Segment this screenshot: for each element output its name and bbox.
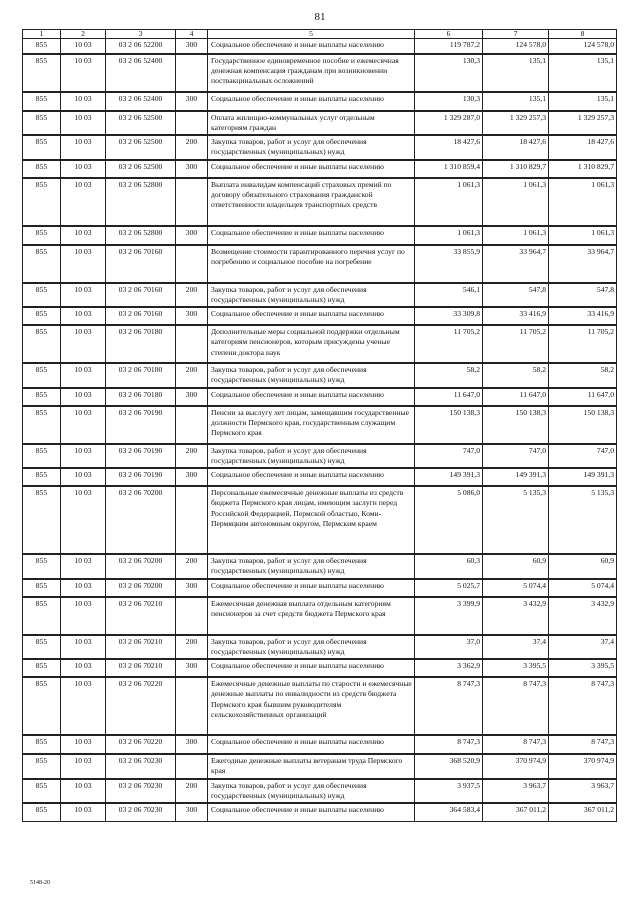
cell-amount-2022: 135,1	[483, 92, 549, 111]
cell-amount-2023: 8 747,3	[549, 735, 617, 754]
table-row	[23, 363, 617, 388]
cell-expense-type-code	[176, 486, 208, 554]
cell-amount-2021: 3 362,9	[415, 659, 483, 677]
table-row	[23, 635, 617, 660]
column-header-1: 1	[23, 30, 61, 39]
table-row	[23, 754, 617, 779]
table-row	[23, 388, 617, 406]
cell-amount-2021: 33 309,8	[415, 307, 483, 325]
table-row	[23, 92, 617, 111]
cell-amount-2023: 3 432,9	[549, 597, 617, 635]
cell-target-article-code: 03 2 06 52800	[106, 226, 176, 245]
table-row	[23, 406, 617, 444]
cell-expense-type-code: 200	[176, 283, 208, 308]
cell-amount-2022: 149 391,3	[483, 468, 549, 486]
cell-section-code: 10 03	[61, 579, 106, 597]
cell-grbs-code: 855	[23, 283, 61, 308]
cell-expense-type-code: 300	[176, 226, 208, 245]
cell-description: Выплата инвалидам компенсаций страховых премий по договору обязательного страхования гражданской ответственности владельцев транспортных средств	[208, 178, 415, 226]
cell-description: Закупка товаров, работ и услуг для обеспечения государственных (муниципальных) нужд	[208, 779, 415, 804]
cell-section-code: 10 03	[61, 325, 106, 363]
cell-section-code: 10 03	[61, 677, 106, 735]
column-header-8: 8	[549, 30, 617, 39]
cell-target-article-code: 03 2 06 70190	[106, 468, 176, 486]
cell-expense-type-code: 300	[176, 160, 208, 178]
table-row	[23, 245, 617, 283]
cell-grbs-code: 855	[23, 754, 61, 779]
cell-expense-type-code	[176, 754, 208, 779]
cell-section-code: 10 03	[61, 135, 106, 160]
cell-amount-2021: 119 787,2	[415, 39, 483, 54]
cell-target-article-code: 03 2 06 52400	[106, 54, 176, 92]
cell-expense-type-code: 300	[176, 92, 208, 111]
cell-target-article-code: 03 2 06 70160	[106, 283, 176, 308]
cell-target-article-code: 03 2 06 70160	[106, 307, 176, 325]
cell-amount-2023: 3 963,7	[549, 779, 617, 804]
cell-amount-2023: 8 747,3	[549, 677, 617, 735]
column-header-2: 2	[61, 30, 106, 39]
cell-amount-2022: 3 432,9	[483, 597, 549, 635]
cell-target-article-code: 03 2 06 70220	[106, 735, 176, 754]
cell-section-code: 10 03	[61, 597, 106, 635]
cell-amount-2022: 367 011,2	[483, 803, 549, 821]
cell-section-code: 10 03	[61, 659, 106, 677]
cell-expense-type-code	[176, 245, 208, 283]
cell-section-code: 10 03	[61, 283, 106, 308]
table-body	[23, 39, 617, 822]
cell-section-code: 10 03	[61, 92, 106, 111]
cell-target-article-code: 03 2 06 70230	[106, 754, 176, 779]
cell-target-article-code: 03 2 06 70180	[106, 363, 176, 388]
cell-expense-type-code: 300	[176, 468, 208, 486]
cell-grbs-code: 855	[23, 468, 61, 486]
cell-amount-2022: 1 329 257,3	[483, 111, 549, 136]
table-row	[23, 735, 617, 754]
table-row	[23, 659, 617, 677]
cell-expense-type-code	[176, 178, 208, 226]
cell-expense-type-code: 300	[176, 579, 208, 597]
cell-expense-type-code: 200	[176, 779, 208, 804]
cell-amount-2021: 11 647,0	[415, 388, 483, 406]
cell-grbs-code: 855	[23, 307, 61, 325]
cell-description: Закупка товаров, работ и услуг для обеспечения государственных (муниципальных) нужд	[208, 135, 415, 160]
cell-description: Закупка товаров, работ и услуг для обеспечения государственных (муниципальных) нужд	[208, 635, 415, 660]
cell-amount-2023: 60,9	[549, 554, 617, 579]
cell-amount-2021: 149 391,3	[415, 468, 483, 486]
cell-grbs-code: 855	[23, 597, 61, 635]
cell-description: Оплата жилищно-коммунальных услуг отдельным категориям граждан	[208, 111, 415, 136]
cell-amount-2022: 11 705,2	[483, 325, 549, 363]
table-row	[23, 468, 617, 486]
cell-target-article-code: 03 2 06 70200	[106, 554, 176, 579]
cell-grbs-code: 855	[23, 388, 61, 406]
cell-target-article-code: 03 2 06 70210	[106, 597, 176, 635]
cell-section-code: 10 03	[61, 307, 106, 325]
cell-grbs-code: 855	[23, 54, 61, 92]
cell-target-article-code: 03 2 06 52200	[106, 39, 176, 54]
column-header-4: 4	[176, 30, 208, 39]
cell-amount-2021: 5 025,7	[415, 579, 483, 597]
budget-table-container	[22, 29, 616, 822]
cell-description: Возмещение стоимости гарантированного перечня услуг по погребению и социальное пособие на погребение	[208, 245, 415, 283]
cell-section-code: 10 03	[61, 735, 106, 754]
cell-section-code: 10 03	[61, 226, 106, 245]
cell-target-article-code: 03 2 06 70180	[106, 388, 176, 406]
cell-expense-type-code: 300	[176, 307, 208, 325]
cell-amount-2022: 1 310 829,7	[483, 160, 549, 178]
cell-grbs-code: 855	[23, 245, 61, 283]
cell-description: Социальное обеспечение и иные выплаты населению	[208, 388, 415, 406]
cell-grbs-code: 855	[23, 363, 61, 388]
cell-amount-2022: 3 963,7	[483, 779, 549, 804]
cell-amount-2022: 33 964,7	[483, 245, 549, 283]
cell-grbs-code: 855	[23, 444, 61, 469]
cell-description: Закупка товаров, работ и услуг для обеспечения государственных (муниципальных) нужд	[208, 283, 415, 308]
cell-amount-2023: 547,8	[549, 283, 617, 308]
cell-expense-type-code: 300	[176, 388, 208, 406]
cell-description: Закупка товаров, работ и услуг для обеспечения государственных (муниципальных) нужд	[208, 554, 415, 579]
cell-target-article-code: 03 2 06 70210	[106, 635, 176, 660]
cell-amount-2023: 124 578,0	[549, 39, 617, 54]
cell-target-article-code: 03 2 06 70200	[106, 486, 176, 554]
cell-amount-2023: 135,1	[549, 54, 617, 92]
cell-amount-2023: 11 705,2	[549, 325, 617, 363]
cell-amount-2021: 60,3	[415, 554, 483, 579]
cell-grbs-code: 855	[23, 160, 61, 178]
cell-target-article-code: 03 2 06 52800	[106, 178, 176, 226]
cell-expense-type-code	[176, 597, 208, 635]
cell-grbs-code: 855	[23, 178, 61, 226]
cell-expense-type-code	[176, 406, 208, 444]
cell-grbs-code: 855	[23, 735, 61, 754]
cell-amount-2023: 37,4	[549, 635, 617, 660]
budget-table	[22, 29, 617, 822]
cell-description: Социальное обеспечение и иные выплаты населению	[208, 92, 415, 111]
cell-target-article-code: 03 2 06 70200	[106, 579, 176, 597]
cell-section-code: 10 03	[61, 779, 106, 804]
cell-section-code: 10 03	[61, 160, 106, 178]
cell-amount-2023: 367 011,2	[549, 803, 617, 821]
cell-amount-2023: 1 310 829,7	[549, 160, 617, 178]
cell-target-article-code: 03 2 06 70220	[106, 677, 176, 735]
cell-section-code: 10 03	[61, 486, 106, 554]
cell-amount-2022: 547,8	[483, 283, 549, 308]
cell-grbs-code: 855	[23, 111, 61, 136]
cell-amount-2023: 18 427,6	[549, 135, 617, 160]
cell-amount-2022: 3 395,5	[483, 659, 549, 677]
cell-amount-2023: 149 391,3	[549, 468, 617, 486]
cell-description: Социальное обеспечение и иные выплаты населению	[208, 803, 415, 821]
cell-grbs-code: 855	[23, 554, 61, 579]
cell-grbs-code: 855	[23, 635, 61, 660]
cell-grbs-code: 855	[23, 579, 61, 597]
table-row	[23, 554, 617, 579]
table-row	[23, 677, 617, 735]
cell-section-code: 10 03	[61, 245, 106, 283]
cell-target-article-code: 03 2 06 52500	[106, 111, 176, 136]
cell-grbs-code: 855	[23, 325, 61, 363]
cell-amount-2023: 370 974,9	[549, 754, 617, 779]
cell-amount-2023: 1 061,3	[549, 178, 617, 226]
cell-amount-2021: 364 583,4	[415, 803, 483, 821]
cell-expense-type-code: 300	[176, 659, 208, 677]
cell-description: Социальное обеспечение и иные выплаты населению	[208, 39, 415, 54]
cell-amount-2021: 1 310 859,4	[415, 160, 483, 178]
cell-amount-2021: 546,1	[415, 283, 483, 308]
cell-target-article-code: 03 2 06 52400	[106, 92, 176, 111]
cell-grbs-code: 855	[23, 92, 61, 111]
column-header-6: 6	[415, 30, 483, 39]
cell-amount-2021: 18 427,6	[415, 135, 483, 160]
cell-amount-2021: 1 061,3	[415, 226, 483, 245]
cell-amount-2021: 368 520,9	[415, 754, 483, 779]
cell-target-article-code: 03 2 06 70230	[106, 803, 176, 821]
cell-section-code: 10 03	[61, 388, 106, 406]
cell-expense-type-code: 200	[176, 554, 208, 579]
cell-amount-2021: 8 747,3	[415, 735, 483, 754]
cell-amount-2023: 135,1	[549, 92, 617, 111]
cell-description: Социальное обеспечение и иные выплаты населению	[208, 226, 415, 245]
cell-grbs-code: 855	[23, 677, 61, 735]
cell-amount-2022: 124 578,0	[483, 39, 549, 54]
cell-amount-2022: 5 135,3	[483, 486, 549, 554]
cell-amount-2023: 5 074,4	[549, 579, 617, 597]
cell-target-article-code: 03 2 06 70190	[106, 444, 176, 469]
cell-target-article-code: 03 2 06 70190	[106, 406, 176, 444]
table-row	[23, 597, 617, 635]
cell-expense-type-code	[176, 677, 208, 735]
cell-section-code: 10 03	[61, 554, 106, 579]
table-row	[23, 111, 617, 136]
cell-amount-2023: 58,2	[549, 363, 617, 388]
cell-target-article-code: 03 2 06 52500	[106, 135, 176, 160]
cell-amount-2023: 1 061,3	[549, 226, 617, 245]
cell-expense-type-code: 300	[176, 803, 208, 821]
cell-section-code: 10 03	[61, 406, 106, 444]
cell-description: Закупка товаров, работ и услуг для обеспечения государственных (муниципальных) нужд	[208, 444, 415, 469]
table-row	[23, 178, 617, 226]
cell-amount-2021: 37,0	[415, 635, 483, 660]
cell-amount-2022: 18 427,6	[483, 135, 549, 160]
cell-amount-2022: 150 138,3	[483, 406, 549, 444]
cell-amount-2023: 33 416,9	[549, 307, 617, 325]
cell-description: Закупка товаров, работ и услуг для обеспечения государственных (муниципальных) нужд	[208, 363, 415, 388]
cell-description: Социальное обеспечение и иные выплаты населению	[208, 735, 415, 754]
cell-section-code: 10 03	[61, 39, 106, 54]
table-row	[23, 39, 617, 54]
cell-amount-2021: 130,3	[415, 54, 483, 92]
cell-grbs-code: 855	[23, 803, 61, 821]
page-number: 81	[314, 11, 326, 23]
cell-amount-2021: 747,0	[415, 444, 483, 469]
table-row	[23, 160, 617, 178]
column-header-5: 5	[208, 30, 415, 39]
cell-section-code: 10 03	[61, 444, 106, 469]
cell-description: Социальное обеспечение и иные выплаты населению	[208, 579, 415, 597]
cell-expense-type-code	[176, 111, 208, 136]
cell-target-article-code: 03 2 06 70180	[106, 325, 176, 363]
cell-grbs-code: 855	[23, 135, 61, 160]
cell-expense-type-code: 200	[176, 363, 208, 388]
table-row	[23, 226, 617, 245]
cell-section-code: 10 03	[61, 803, 106, 821]
cell-expense-type-code	[176, 325, 208, 363]
cell-amount-2022: 8 747,3	[483, 677, 549, 735]
cell-section-code: 10 03	[61, 54, 106, 92]
cell-amount-2022: 60,9	[483, 554, 549, 579]
cell-description: Государственное единовременное пособие и ежемесячная денежная компенсация гражданам при возникновении поствакцинальных осложнений	[208, 54, 415, 92]
cell-expense-type-code: 300	[176, 39, 208, 54]
cell-target-article-code: 03 2 06 70210	[106, 659, 176, 677]
cell-amount-2023: 747,0	[549, 444, 617, 469]
cell-amount-2021: 150 138,3	[415, 406, 483, 444]
cell-target-article-code: 03 2 06 70160	[106, 245, 176, 283]
cell-description: Социальное обеспечение и иные выплаты населению	[208, 659, 415, 677]
table-row	[23, 325, 617, 363]
cell-amount-2023: 11 647,0	[549, 388, 617, 406]
cell-section-code: 10 03	[61, 754, 106, 779]
cell-amount-2022: 33 416,9	[483, 307, 549, 325]
cell-amount-2021: 3 937,5	[415, 779, 483, 804]
cell-description: Дополнительные меры социальной поддержки отдельным категориям пенсионеров, которым присуждены ученые степени доктора наук	[208, 325, 415, 363]
cell-amount-2022: 8 747,3	[483, 735, 549, 754]
table-row	[23, 486, 617, 554]
cell-grbs-code: 855	[23, 406, 61, 444]
cell-description: Персональные ежемесячные денежные выплаты из средств бюджета Пермского края лицам, имеющим заслуги перед Российской Федерацией, Пермской областью, Коми-Пермяцким автономным округом, Пермским краем	[208, 486, 415, 554]
cell-amount-2021: 33 855,9	[415, 245, 483, 283]
table-row	[23, 307, 617, 325]
cell-expense-type-code: 300	[176, 735, 208, 754]
cell-amount-2021: 58,2	[415, 363, 483, 388]
table-row	[23, 135, 617, 160]
cell-grbs-code: 855	[23, 39, 61, 54]
cell-amount-2022: 37,4	[483, 635, 549, 660]
cell-section-code: 10 03	[61, 178, 106, 226]
cell-amount-2021: 1 061,3	[415, 178, 483, 226]
cell-expense-type-code: 200	[176, 135, 208, 160]
table-row	[23, 54, 617, 92]
cell-amount-2022: 58,2	[483, 363, 549, 388]
cell-expense-type-code	[176, 54, 208, 92]
table-row	[23, 283, 617, 308]
cell-expense-type-code: 200	[176, 444, 208, 469]
table-row	[23, 803, 617, 821]
cell-amount-2023: 150 138,3	[549, 406, 617, 444]
cell-amount-2022: 5 074,4	[483, 579, 549, 597]
footer-code: 5148-20	[30, 880, 50, 886]
cell-description: Социальное обеспечение и иные выплаты населению	[208, 307, 415, 325]
cell-amount-2023: 1 329 257,3	[549, 111, 617, 136]
cell-grbs-code: 855	[23, 659, 61, 677]
cell-section-code: 10 03	[61, 111, 106, 136]
cell-amount-2022: 747,0	[483, 444, 549, 469]
cell-description: Социальное обеспечение и иные выплаты населению	[208, 468, 415, 486]
table-row	[23, 779, 617, 804]
cell-expense-type-code: 200	[176, 635, 208, 660]
cell-amount-2021: 3 399,9	[415, 597, 483, 635]
cell-amount-2022: 11 647,0	[483, 388, 549, 406]
cell-amount-2022: 135,1	[483, 54, 549, 92]
cell-section-code: 10 03	[61, 363, 106, 388]
column-header-3: 3	[106, 30, 176, 39]
cell-amount-2021: 11 705,2	[415, 325, 483, 363]
cell-amount-2021: 8 747,3	[415, 677, 483, 735]
cell-description: Социальное обеспечение и иные выплаты населению	[208, 160, 415, 178]
table-row	[23, 579, 617, 597]
cell-target-article-code: 03 2 06 70230	[106, 779, 176, 804]
cell-amount-2022: 370 974,9	[483, 754, 549, 779]
cell-description: Пенсии за выслугу лет лицам, замещавшим государственные должности Пермского края, государственным служащим Пермского края	[208, 406, 415, 444]
cell-grbs-code: 855	[23, 486, 61, 554]
cell-description: Ежегодные денежные выплаты ветеранам труда Пермского края	[208, 754, 415, 779]
cell-section-code: 10 03	[61, 468, 106, 486]
cell-amount-2021: 5 086,0	[415, 486, 483, 554]
cell-amount-2021: 130,3	[415, 92, 483, 111]
cell-amount-2023: 5 135,3	[549, 486, 617, 554]
cell-grbs-code: 855	[23, 226, 61, 245]
cell-target-article-code: 03 2 06 52500	[106, 160, 176, 178]
cell-amount-2023: 33 964,7	[549, 245, 617, 283]
cell-amount-2021: 1 329 287,0	[415, 111, 483, 136]
cell-section-code: 10 03	[61, 635, 106, 660]
cell-grbs-code: 855	[23, 779, 61, 804]
cell-description: Ежемесячная денежная выплата отдельным категориям пенсионеров за счет средств бюджета Пермского края	[208, 597, 415, 635]
column-number-header-row	[23, 30, 617, 39]
column-header-7: 7	[483, 30, 549, 39]
cell-amount-2023: 3 395,5	[549, 659, 617, 677]
cell-amount-2022: 1 061,3	[483, 226, 549, 245]
cell-description: Ежемесячные денежные выплаты по старости и ежемесячные денежные выплаты по инвалидности из средств бюджета Пермского края бывшим руководителям сельскохозяйственных организаций	[208, 677, 415, 735]
cell-amount-2022: 1 061,3	[483, 178, 549, 226]
table-row	[23, 444, 617, 469]
